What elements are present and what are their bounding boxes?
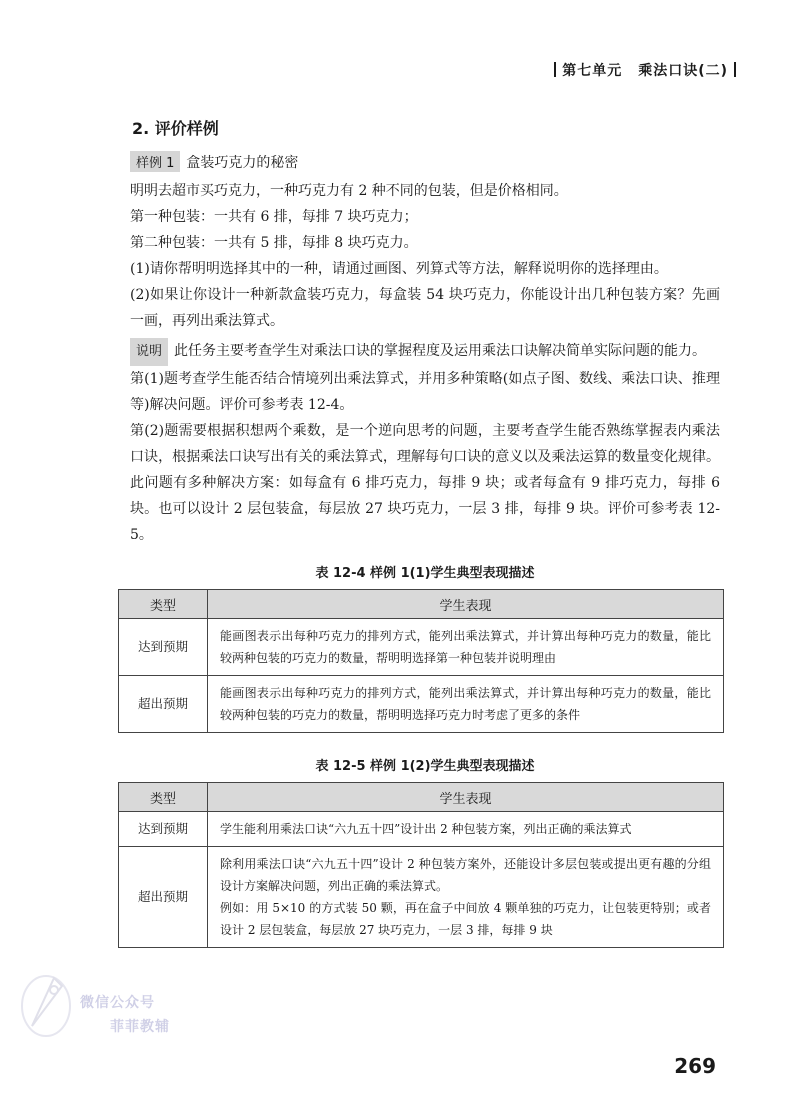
page-number: 269 — [674, 1054, 716, 1078]
table-header-type: 类型 — [119, 783, 208, 812]
problem-question-1: (1)请你帮明明选择其中的一种，请通过画图、列算式等方法，解释说明你的选择理由。 — [130, 261, 668, 277]
watermark-line-1: 微信公众号 — [80, 995, 155, 1011]
table-12-4 — [118, 589, 724, 733]
table-cell-desc: 学生能利用乘法口诀“六九五十四”设计出 2 种包装方案，列出正确的乘法算式 — [208, 812, 724, 847]
watermark-rocket-icon — [14, 956, 84, 1046]
table-cell-type: 达到预期 — [119, 619, 208, 676]
problem-package-2: 第二种包装：一共有 5 排，每排 8 块巧克力。 — [130, 235, 418, 251]
table-cell-desc-main: 除利用乘法口诀“六九五十四”设计 2 种包装方案外，还能设计多层包装或提出更有趣的分组设计方案解决问题，列出正确的乘法算式。 — [220, 857, 711, 893]
problem-question-2: (2)如果让你设计一种新款盒装巧克力，每盒装 54 块巧克力，你能设计出几种包装方案？先画一画，再列出乘法算式。 — [130, 287, 720, 329]
problem-package-1: 第一种包装：一共有 6 排，每排 7 块巧克力； — [130, 209, 418, 225]
table-header-performance: 学生表现 — [208, 783, 724, 812]
table-cell-type: 达到预期 — [119, 812, 208, 847]
table-cell-desc-example: 例如：用 5×10 的方式装 50 颗，再在盒子中间放 4 颗单独的巧克力，让包装更特别；或者设计 2 层包装盒，每层放 27 块巧克力，一层 3 排，每排 9 块 — [220, 901, 711, 937]
note-paragraph-2: 第(2)题需要根据积想两个乘数，是一个逆向思考的问题，主要考查学生能否熟练掌握表内乘法口诀，根据乘法口诀写出有关的乘法算式，理解每句口诀的意义以及乘法运算的数量变化规律。此问题有多种解决方案：如每盒有 6 排巧克力，每排 9 块；或者每盒有 9 排巧克力，每排 6 块。也可以设计 2 层包装盒，每层放 27 块巧克力，一层 3 排，每排 9 块。评价可参考表 12-5。 — [130, 423, 720, 543]
table-cell-desc: 能画图表示出每种巧克力的排列方式，能列出乘法算式，并计算出每种巧克力的数量，能比较两种包装的巧克力的数量，帮明明选择第一种包装并说明理由 — [208, 619, 724, 676]
table-cell-type: 超出预期 — [119, 676, 208, 733]
table-header-performance: 学生表现 — [208, 590, 724, 619]
table-cell-desc: 能画图表示出每种巧克力的排列方式，能列出乘法算式，并计算出每种巧克力的数量，能比较两种包装的巧克力的数量，帮明明选择巧克力时考虑了更多的条件 — [208, 676, 724, 733]
table-row — [119, 619, 724, 676]
table-12-5 — [118, 782, 724, 948]
sample-title: 盒装巧克力的秘密 — [186, 155, 299, 171]
note-block — [130, 338, 720, 366]
page-content — [130, 116, 720, 948]
problem-intro: 明明去超市买巧克力，一种巧克力有 2 种不同的包装，但是价格相同。 — [130, 183, 568, 199]
table-header-type: 类型 — [119, 590, 208, 619]
running-head-topic: 乘法口诀(二) — [638, 63, 728, 79]
table-cell-type: 超出预期 — [119, 847, 208, 948]
sample-tag: 样例 1 — [130, 151, 180, 172]
table-row — [119, 812, 724, 847]
table-row — [119, 676, 724, 733]
watermark — [14, 956, 234, 1046]
table-header-row — [119, 783, 724, 812]
sample-heading — [130, 151, 720, 172]
table-row — [119, 847, 724, 948]
note-tag: 说明 — [130, 338, 168, 366]
running-head-left-bar — [554, 62, 556, 77]
table-12-5-caption: 表 12-5 样例 1(2)学生典型表现描述 — [315, 759, 535, 774]
running-head-right-bar — [734, 62, 736, 77]
table-header-row — [119, 590, 724, 619]
note-paragraph-1: 第(1)题考查学生能否结合情境列出乘法算式，并用多种策略(如点子图、数线、乘法口诀、推理等)解决问题。评价可参考表 12-4。 — [130, 371, 720, 413]
watermark-line-2: 菲菲教辅 — [110, 1019, 170, 1035]
table-12-4-caption: 表 12-4 样例 1(1)学生典型表现描述 — [315, 566, 535, 581]
running-head-unit: 第七单元 — [562, 63, 623, 79]
section-title: 2. 评价样例 — [132, 119, 219, 138]
running-head — [548, 60, 742, 80]
note-text: 此任务主要考查学生对乘法口诀的掌握程度及运用乘法口诀解决简单实际问题的能力。 — [174, 343, 707, 359]
table-cell-desc — [208, 847, 724, 948]
